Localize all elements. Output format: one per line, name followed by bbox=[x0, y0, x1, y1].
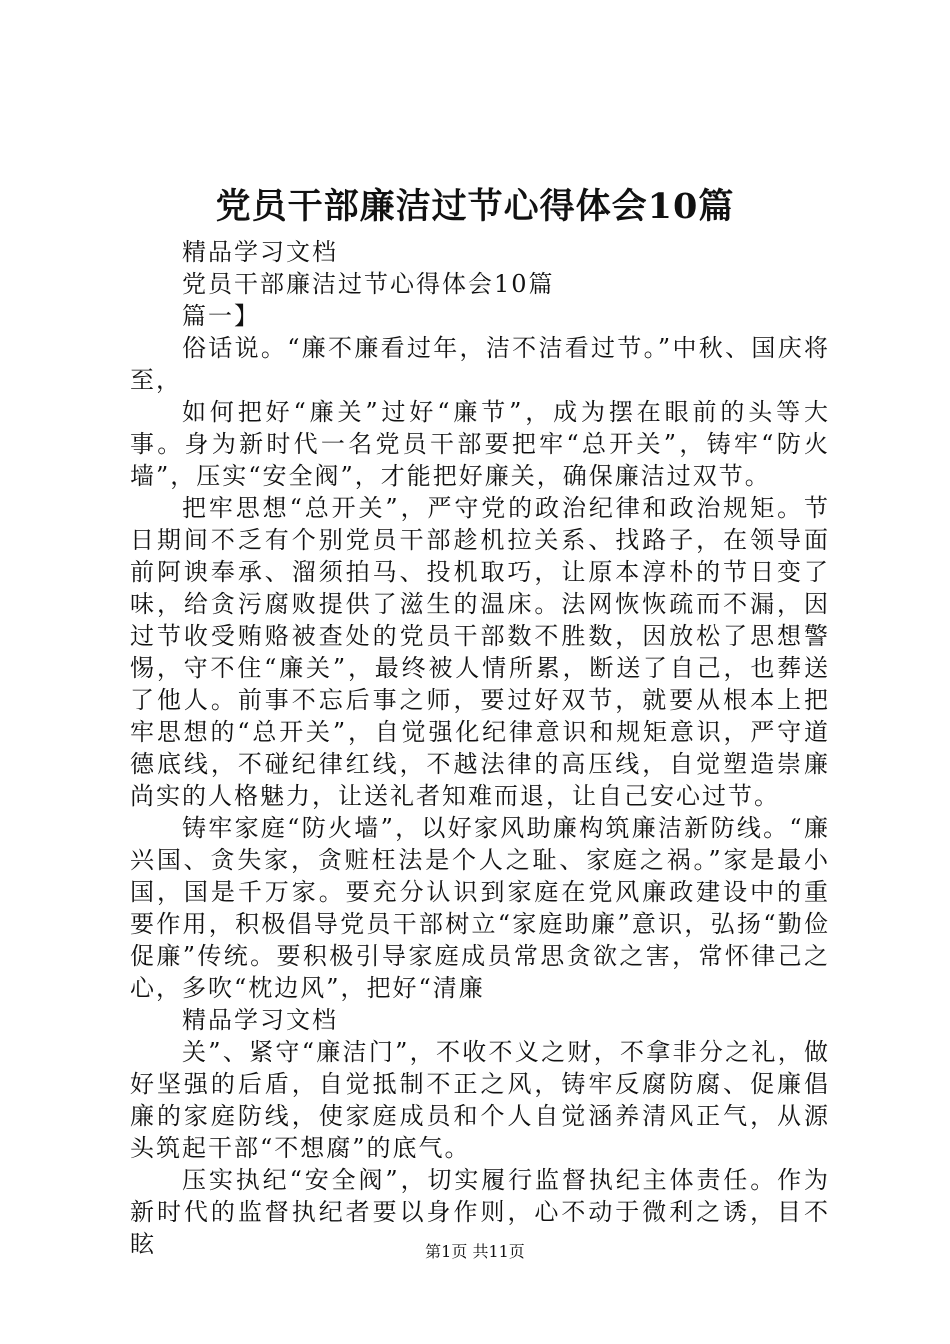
header-note: 精品学习文档 bbox=[182, 238, 338, 266]
page-footer: 第1页 共11页 bbox=[425, 1242, 525, 1261]
paragraph: 压实执纪“安全阀”，切实履行监督执纪主体责任。作为新时代的监督执纪者要以身作则，心不动于微利之诱，目不眩 bbox=[130, 1166, 830, 1258]
section-heading: 篇一】 bbox=[182, 302, 260, 330]
paragraph: 俗话说。“廉不廉看过年，洁不洁看过节。”中秋、国庆将至， bbox=[130, 334, 830, 394]
document-title: 党员干部廉洁过节心得体会10篇 bbox=[215, 186, 735, 227]
paragraph: 把牢思想“总开关”，严守党的政治纪律和政治规矩。节日期间不乏有个别党员干部趁机拉关系、找路子，在领导面前阿谀奉承、溜须拍马、投机取巧，让原本淳朴的节日变了味，给贪污腐败提供了滋生的温床。法网恢恢疏而不漏，因过节收受贿赂被查处的党员干部数不胜数，因放松了思想警惕，守不住“廉关”，最终被人情所累，断送了自己，也葬送了他人。前事不忘后事之师，要过好双节，就要从根本上把牢思想的“总开关”，自觉强化纪律意识和规矩意识，严守道德底线，不碰纪律红线，不越法律的高压线，自觉塑造崇廉尚实的人格魅力，让送礼者知难而退，让自己安心过节。 bbox=[130, 494, 830, 810]
subtitle: 党员干部廉洁过节心得体会10篇 bbox=[182, 270, 555, 298]
paragraph: 如何把好“廉关”过好“廉节”，成为摆在眼前的头等大事。身为新时代一名党员干部要把牢“总开关”，铸牢“防火墙”，压实“安全阀”，才能把好廉关，确保廉洁过双节。 bbox=[130, 398, 830, 490]
paragraph: 关”、紧守“廉洁门”，不收不义之财，不拿非分之礼，做好坚强的后盾，自觉抵制不正之风，铸牢反腐防腐、促廉倡廉的家庭防线，使家庭成员和个人自觉涵养清风正气，从源头筑起干部“不想腐”的底气。 bbox=[130, 1038, 830, 1162]
page-break-note: 精品学习文档 bbox=[182, 1006, 338, 1034]
paragraph: 铸牢家庭“防火墙”，以好家风助廉构筑廉洁新防线。“廉兴国、贪失家，贪赃枉法是个人之耻、家庭之祸。”家是最小国，国是千万家。要充分认识到家庭在党风廉政建设中的重要作用，积极倡导党员干部树立“家庭助廉”意识，弘扬“勤俭促廉”传统。要积极引导家庭成员常思贪欲之害，常怀律己之心，多吹“枕边风”，把好“清廉 bbox=[130, 814, 830, 1002]
document-body bbox=[130, 236, 830, 1260]
